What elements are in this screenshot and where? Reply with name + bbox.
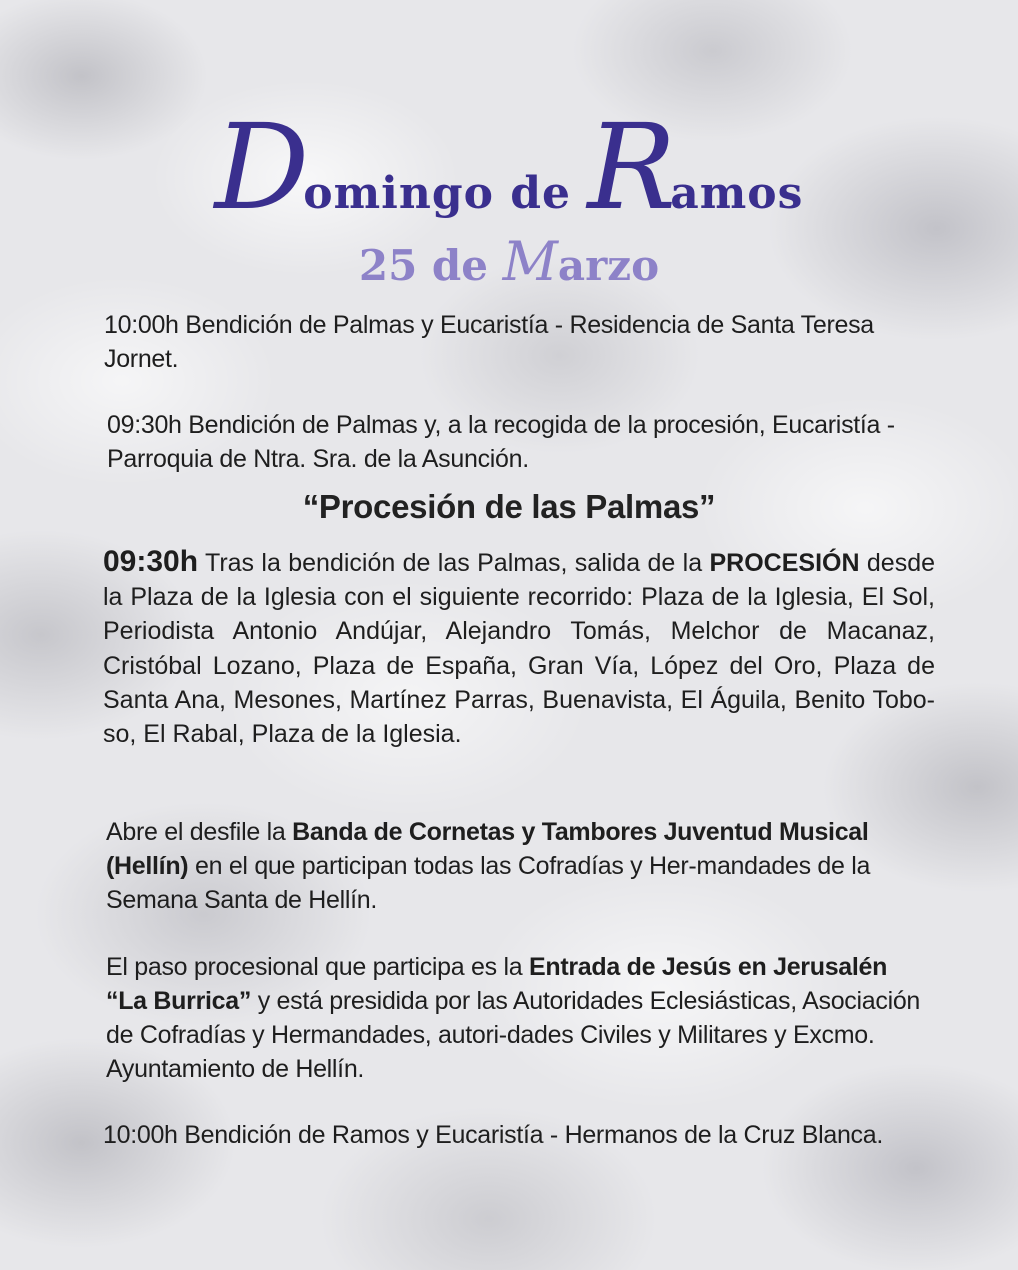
date-prefix: 25 de	[358, 241, 503, 290]
title-text-ramos: amos	[670, 168, 804, 219]
procession-label: PROCESIÓN	[709, 549, 860, 577]
procession-route: desde la Plaza de la Iglesia con el siguiente recorrido: Plaza de la Iglesia, El Sol, Periodista Antonio Andújar, Alejandro Tomás, Melchor de Macanaz, Cristóbal Lozano, Plaza de España, Gran Vía, López del Oro, Plaza de Santa Ana, Mesones, Martínez Parras, Buenavista, El Águila, Benito Tobo-so, El Rabal, Plaza de la Iglesia.	[103, 549, 935, 749]
date-month-rest: arzo	[557, 241, 660, 290]
page-title	[0, 98, 1018, 236]
band-post: en el que participan todas las Cofradías y Her-mandades de la Semana Santa de Hellín.	[106, 852, 871, 914]
schedule-item-asuncion: 09:30h Bendición de Palmas y, a la recogida de la procesión, Eucaristía - Parroquia de Ntra. Sra. de la Asunción.	[107, 411, 895, 473]
title-initial-r: R	[587, 98, 671, 236]
title-text-domingo: omingo de	[303, 168, 588, 219]
procession-time: 09:30h	[103, 545, 199, 578]
date-month-initial: M	[502, 230, 558, 293]
paso-name: Entrada de Jesús en Jerusalén “La Burrica”	[106, 953, 888, 1015]
paso-pre: El paso procesional que participa es la	[106, 953, 529, 981]
event-date	[0, 230, 1018, 293]
band-paragraph	[106, 815, 926, 917]
section-heading-procesion: “Procesión de las Palmas”	[302, 488, 716, 525]
procession-intro: Tras la bendición de las Palmas, salida de la	[198, 549, 710, 577]
procession-paragraph	[103, 545, 935, 751]
schedule-item-cruz-blanca: 10:00h Bendición de Ramos y Eucaristía - Hermanos de la Cruz Blanca.	[103, 1121, 884, 1149]
title-initial-d: D	[214, 98, 304, 236]
band-name: Banda de Cornetas y Tambores Juventud Musical (Hellín)	[106, 818, 869, 880]
paso-paragraph	[106, 950, 926, 1086]
band-pre: Abre el desfile la	[106, 818, 293, 846]
schedule-item-santa-teresa: 10:00h Bendición de Palmas y Eucaristía - Residencia de Santa Teresa Jornet.	[104, 311, 874, 373]
paso-post: y está presidida por las Autoridades Eclesiásticas, Asociación de Cofradías y Hermandades, autori-dades Civiles y Militares y Excmo. Ayuntamiento de Hellín.	[106, 987, 921, 1083]
